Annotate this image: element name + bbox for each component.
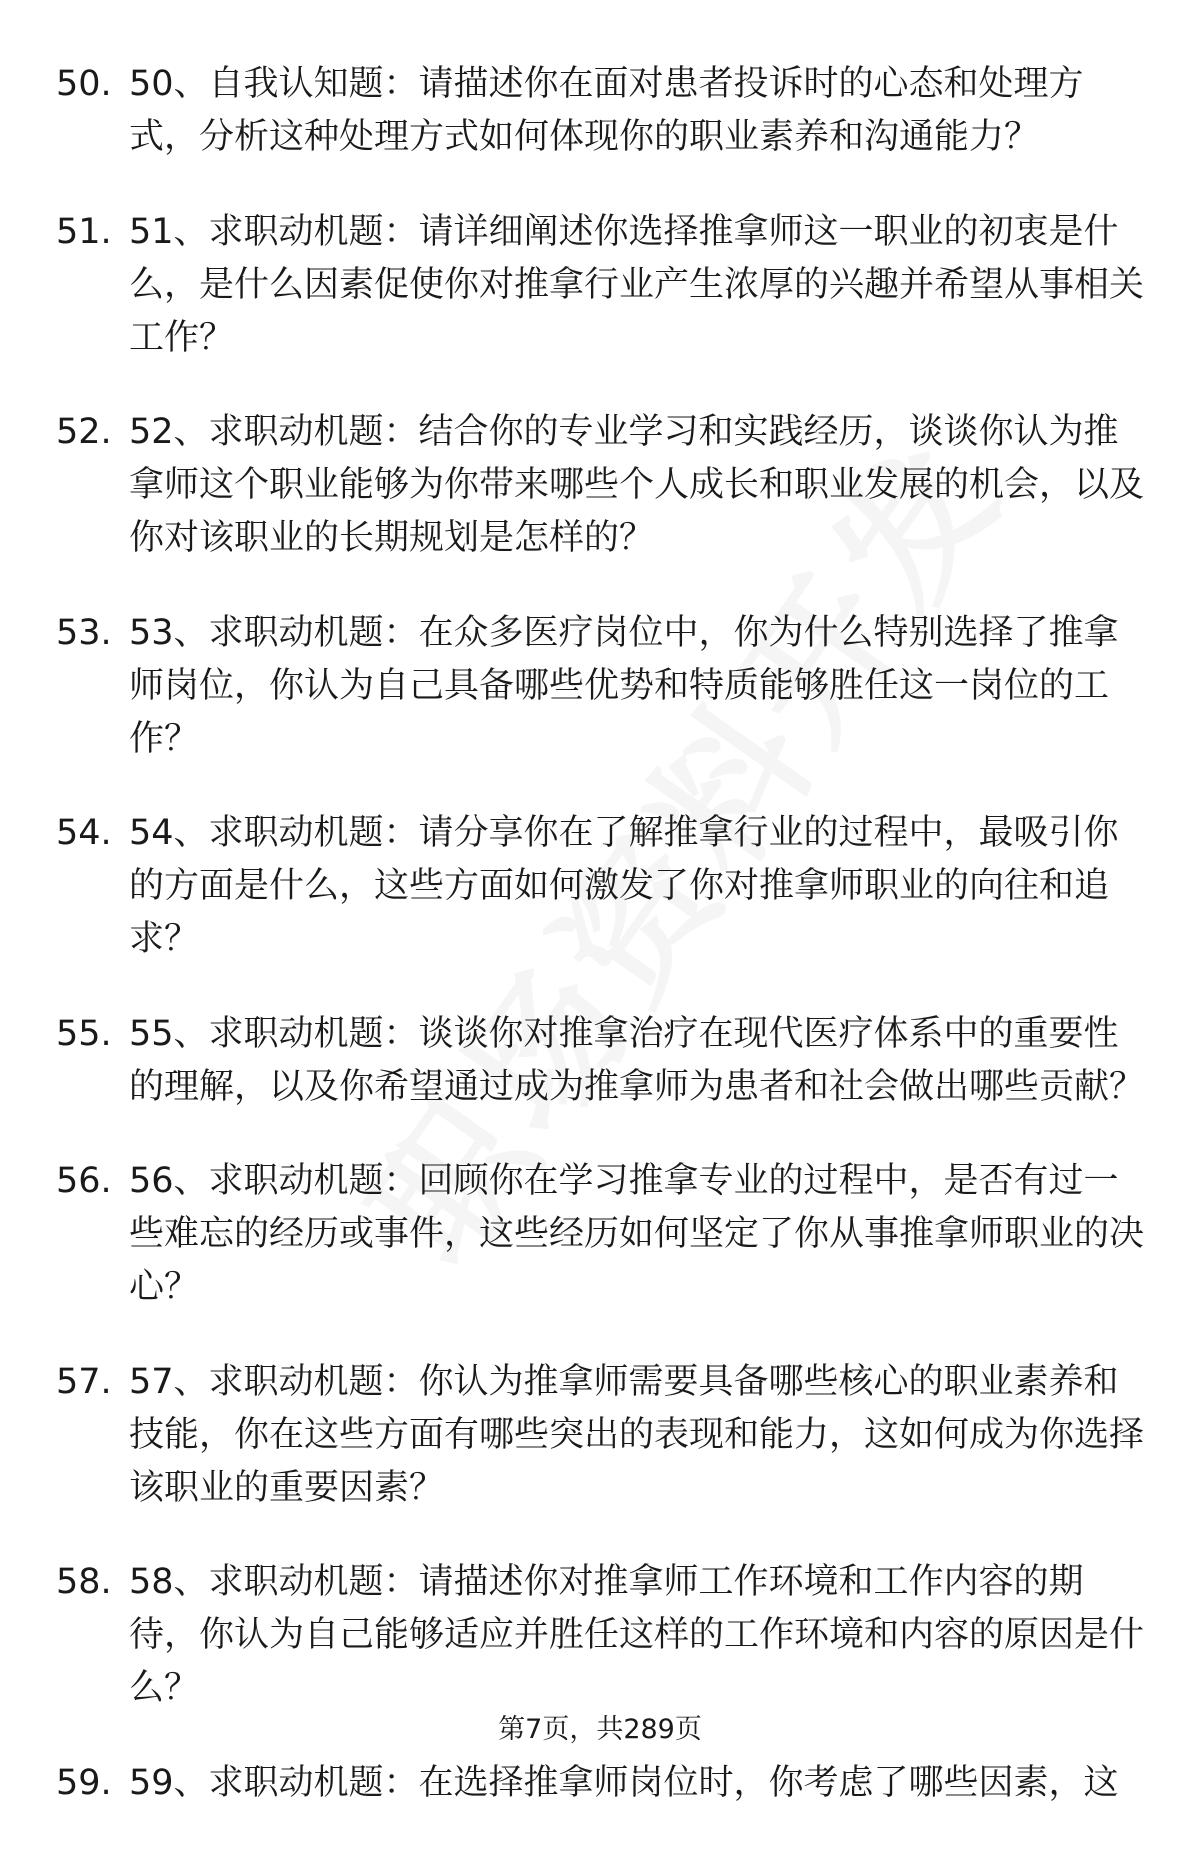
question-item <box>0 1356 1200 1515</box>
question-number: 58. <box>56 1562 112 1602</box>
question-number: 53. <box>56 612 112 653</box>
question-item <box>0 1556 1200 1715</box>
question-item <box>0 1155 1200 1314</box>
question-text: 54、求职动机题：请分享你在了解推拿行业的过程中，最吸引你的方面是什么，这些方面如何激发了你对推拿师职业的向往和追求？ <box>129 813 1119 959</box>
question-text: 55、求职动机题：谈谈你对推拿治疗在现代医疗体系中的重要性的理解，以及你希望通过成为推拿师为患者和社会做出哪些贡献？ <box>129 1013 1145 1107</box>
question-text: 58、求职动机题：请描述你对推拿师工作环境和工作内容的期待，你认为自己能够适应并胜任这样的工作环境和内容的原因是什么？ <box>129 1562 1145 1708</box>
question-item <box>0 1757 1200 1810</box>
question-number: 56. <box>56 1161 112 1201</box>
question-text: 50、自我认知题：请描述你在面对患者投诉时的心态和处理方式，分析这种处理方式如何体现你的职业素养和沟通能力？ <box>129 64 1084 157</box>
question-text: 52、求职动机题：结合你的专业学习和实践经历，谈谈你认为推拿师这个职业能够为你带来哪些个人成长和职业发展的机会，以及你对该职业的长期规划是怎样的？ <box>129 412 1145 558</box>
question-item <box>0 206 1200 365</box>
question-number: 50. <box>56 64 112 104</box>
question-number: 55. <box>56 1013 112 1054</box>
question-number: 52. <box>56 412 112 452</box>
question-item <box>0 807 1200 966</box>
question-text: 56、求职动机题：回顾你在学习推拿专业的过程中，是否有过一些难忘的经历或事件，这些经历如何坚定了你从事推拿师职业的决心？ <box>129 1161 1145 1307</box>
question-text: 53、求职动机题：在众多医疗岗位中，你为什么特别选择了推拿师岗位，你认为自己具备哪些优势和特质能够胜任这一岗位的工作？ <box>129 612 1119 759</box>
question-item <box>0 58 1200 164</box>
question-list <box>0 58 1200 1851</box>
question-number: 59. <box>56 1762 112 1803</box>
question-item <box>0 1008 1200 1114</box>
question-item <box>0 406 1200 565</box>
page-footer: 第7页，共289页 <box>498 1714 702 1745</box>
question-text: 59、求职动机题：在选择推拿师岗位时，你考虑了哪些因素，这 <box>129 1762 1119 1803</box>
question-item <box>0 607 1200 766</box>
question-text: 51、求职动机题：请详细阐述你选择推拿师这一职业的初衷是什么，是什么因素促使你对推拿行业产生浓厚的兴趣并希望从事相关工作？ <box>129 211 1145 358</box>
question-text: 57、求职动机题：你认为推拿师需要具备哪些核心的职业素养和技能，你在这些方面有哪些突出的表现和能力，这如何成为你选择该职业的重要因素？ <box>129 1361 1145 1508</box>
question-number: 51. <box>56 211 112 252</box>
question-number: 54. <box>56 813 112 853</box>
question-number: 57. <box>56 1361 112 1402</box>
